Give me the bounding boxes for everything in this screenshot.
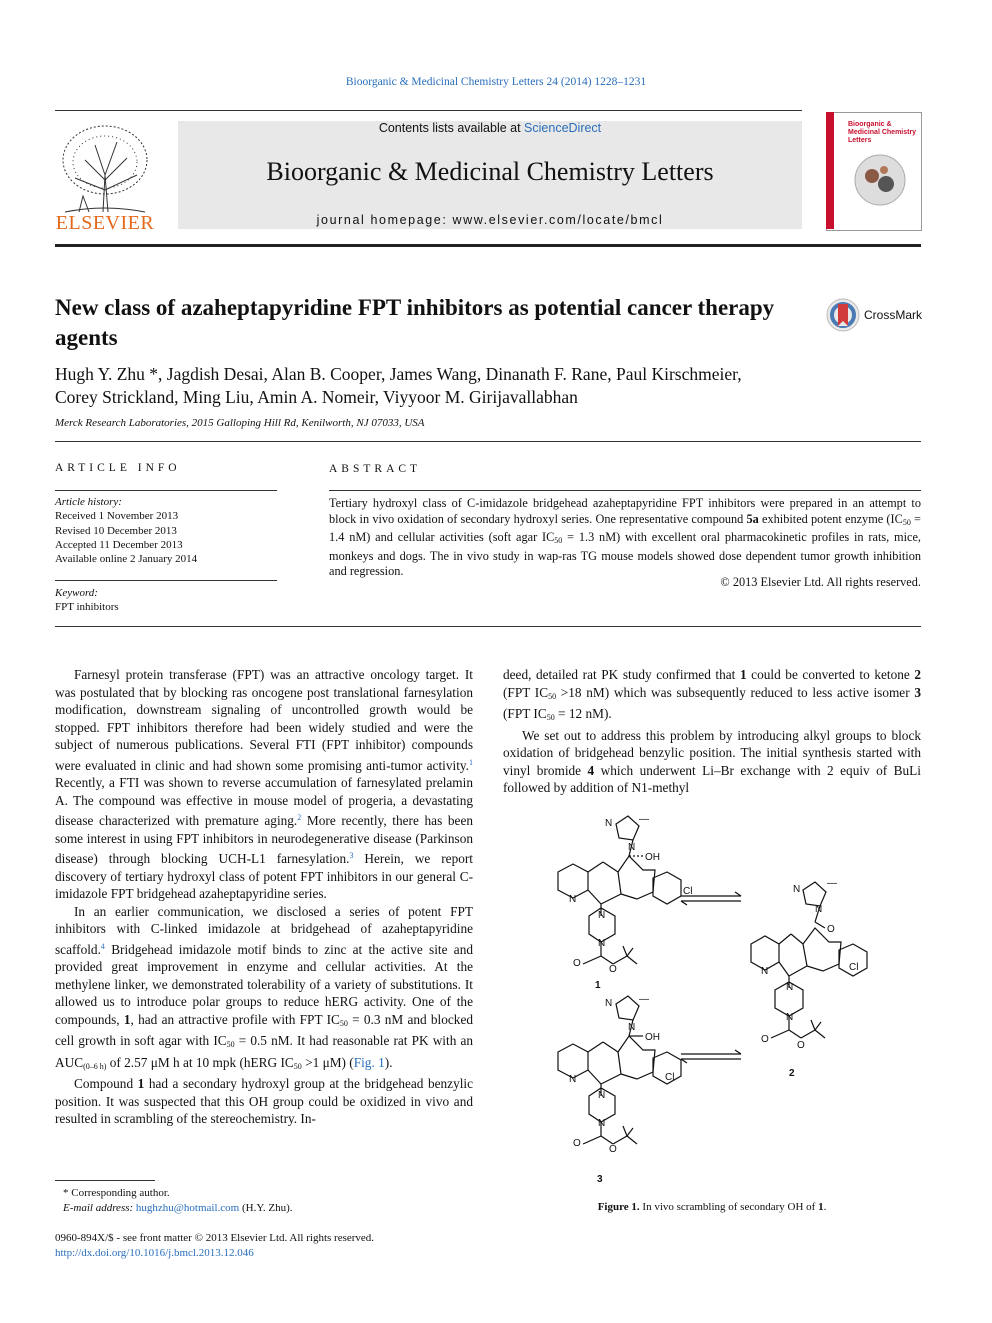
contents-prefix: Contents lists available at (378, 121, 525, 135)
svg-text:O: O (761, 1034, 769, 1045)
compound-label-1: 1 (595, 980, 601, 991)
svg-text:OH: OH (645, 852, 660, 863)
affiliation: Merck Research Laboratories, 2015 Galloping Hill Rd, Kenilworth, NJ 07033, USA (55, 417, 425, 429)
header-thick-rule (55, 244, 921, 247)
article-info-rule (55, 490, 277, 491)
reference-4[interactable]: 4 (100, 941, 105, 951)
abstract-rule (329, 490, 921, 491)
svg-text:N: N (605, 818, 613, 829)
caption-label: Figure 1. (597, 1201, 640, 1213)
paragraph-approach: We set out to address this problem by introducing alkyl groups to block oxidation of bridgehead benzylic position. The initial synthesis started with vinyl bromide 4 which underwent Li–Br exchange with 2 equiv of BuLi followed by addition of N1-methyl (503, 727, 921, 795)
header-rule (55, 110, 802, 111)
reference-2[interactable]: 2 (297, 813, 302, 822)
article-history (55, 495, 277, 566)
svg-text:N: N (815, 904, 823, 915)
cover-title: Bioorganic & Medicinal Chemistry Letters (848, 121, 917, 144)
history-accepted: Accepted 11 December 2013 (55, 538, 183, 551)
article-title: New class of azaheptapyridine FPT inhibitors as potential cancer therapy agents (55, 295, 775, 350)
compound-label-3: 3 (597, 1174, 603, 1185)
authors-line-2: Corey Strickland, Ming Liu, Amin A. Nomeir, Viyyoor M. Girijavallabhan (55, 387, 578, 407)
crossmark-icon[interactable] (826, 298, 860, 332)
svg-text:Cl: Cl (665, 1072, 675, 1083)
svg-text:N: N (786, 1012, 794, 1023)
figure-1-scheme (503, 804, 921, 1189)
svg-text:N: N (786, 982, 794, 993)
figure-1-caption: Figure 1. In vivo scrambling of secondary OH of 1. (597, 1201, 827, 1213)
affiliation-rule (55, 441, 921, 442)
svg-text:N: N (598, 1118, 606, 1129)
structure-compound-1 (558, 816, 681, 964)
journal-title: Bioorganic & Medicinal Chemistry Letters (266, 157, 714, 186)
email-label: E-mail address: (63, 1202, 136, 1214)
corresponding-author: * Corresponding author. (63, 1187, 170, 1199)
reference-1[interactable]: 1 (469, 757, 473, 767)
svg-text:O: O (609, 964, 617, 975)
svg-text:N: N (598, 1090, 606, 1101)
reference-3[interactable]: 3 (349, 851, 354, 860)
author-list (55, 363, 935, 409)
contents-line (178, 121, 802, 135)
history-online: Available online 2 January 2014 (55, 553, 198, 566)
keyword-item: FPT inhibitors (55, 601, 119, 614)
journal-homepage[interactable]: journal homepage: www.elsevier.com/locate/bmcl (316, 213, 664, 227)
issn-block (55, 1231, 475, 1260)
svg-text:N: N (628, 1022, 636, 1033)
abstract-heading: ABSTRACT (329, 463, 422, 475)
svg-text:Cl: Cl (849, 962, 859, 973)
email-line (55, 1201, 475, 1216)
paragraph-compound-1: Compound 1 had a secondary hydroxyl group at the bridgehead benzylic position. It was suspected that this OH group could be oxidized in vivo and resulted in scrambling of the stereochemistry. In- (55, 1076, 474, 1126)
email-suffix: (H.Y. Zhu). (239, 1202, 293, 1214)
keywords (55, 586, 277, 615)
keyword-rule (55, 580, 277, 581)
keyword-label: Keyword: (55, 587, 98, 599)
abstract-text: Tertiary hydroxyl class of C-imidazole bridgehead azaheptapyridine FPT inhibitors were prepared in an attempt to block in vivo oxidation of secondary hydroxyl series. One representative compound 5a exhibited potent enzyme ($IC_{50} = 1.4$ nM) and cellular activities (soft agar $IC_{50} = 1.3$ nM) with excellent oral pharmacokinetic profiles in rats, mice, monkeys and dogs. The in vivo study in wap-ras TG mouse models showed dose dependent tumor growth inhibition and regression. (329, 496, 922, 578)
cover-accent-bar (826, 112, 834, 229)
paragraph-prior-work: In an earlier communication, we disclosed a series of potent FPT inhibitors with C-linked imidazole at bridgehead of azaheptapyridine scaffold.$^4$ Bridgehead imidazole motif binds to zinc at the active site and provided great improvement in enzyme and cellular activities. At the methylene linker, we demonstrated tolerability of a variety of substitutions. It allowed us to introduce polar groups to reduce hERG activity. One of the compounds, 1, had an attractive profile with FPT $IC_{50} = 0.3$ nM and blocked cell growth in soft agar with $IC_{50} = 0.5$ nM. It had reasonable rat PK with an $AUC_{(0-6 h)}$ of 2.57 μM h at 10 mpk (hERG $IC_{50} >1$ μM) (Fig. 1). (55, 903, 473, 1071)
caption-compound: 1 (818, 1201, 824, 1213)
svg-text:N: N (569, 894, 577, 905)
svg-text:Cl: Cl (683, 886, 693, 897)
svg-text:O: O (609, 1144, 617, 1155)
email-link[interactable]: hughzhu@hotmail.com (135, 1202, 240, 1214)
sciencedirect-link[interactable]: ScienceDirect (524, 121, 602, 135)
issn-line: 0960-894X/$ - see front matter © 2013 Elsevier Ltd. All rights reserved. (55, 1232, 375, 1244)
crossmark-label[interactable]: CrossMark (864, 308, 923, 322)
svg-text:—: — (639, 994, 649, 1005)
caption-text: In vivo scrambling of secondary OH of (639, 1201, 819, 1213)
body-right-column (503, 666, 921, 797)
journal-citation[interactable] (0, 76, 992, 88)
doi-link[interactable]: http://dx.doi.org/10.1016/j.bmcl.2013.12.046 (55, 1246, 254, 1259)
footnote-rule (55, 1180, 155, 1181)
paragraph-intro: Farnesyl protein transferase (FPT) was an attractive oncology target. It was postulated that by blocking ras oncogene post translational farnesylation modification, downstream signaling of uncontrolled growth would be stopped. FPT inhibitors therefore had been widely studied and were the subject of numerous publications. Several FTI (FPT inhibitor) compounds were evaluated in clinic and had shown some promising anti-tumor activity.$^1$ Recently, a FTI was shown to reverse accumulation of farnesylated prelamin A. The compound was effective in mouse model of progeria, a devastating disease characterized with premature aging.$^2$ More recently, there has been some interest in using FPT inhibitors in neurodegenerative disease (Parkinson disease) through blocking UCH-L1 farnesylation.$^3$ Herein, we report discovery of tertiary hydroxyl class of potent FPT inhibitors in our general C-imidazole FPT bridgehead azaheptapyridine series. (55, 667, 473, 901)
svg-text:N: N (598, 910, 606, 921)
svg-text:O: O (797, 1040, 805, 1051)
svg-text:N: N (628, 842, 636, 853)
svg-text:OH: OH (645, 1032, 660, 1043)
svg-text:N: N (761, 966, 769, 977)
svg-text:O: O (573, 958, 581, 969)
cover-graphic (850, 150, 910, 210)
svg-text:N: N (605, 998, 613, 1009)
elsevier-wordmark: ELSEVIER (55, 212, 155, 234)
svg-text:—: — (639, 814, 649, 825)
abstract-bottom-rule (55, 626, 921, 627)
structure-compound-3 (558, 996, 681, 1144)
history-revised: Revised 10 December 2013 (55, 524, 177, 537)
paragraph-continued: deed, detailed rat PK study confirmed that 1 could be converted to ketone 2 (FPT $IC_{50} >18$ nM) which was subsequently reduced to less active isomer 3 (FPT $IC_{50} = 12$ nM). (503, 667, 922, 722)
body-left-column (55, 666, 473, 1128)
svg-text:N: N (569, 1074, 577, 1085)
authors-line-1: Hugh Y. Zhu *, Jagdish Desai, Alan B. Cooper, James Wang, Dinanath F. Rane, Paul Kirschmeier, (55, 364, 742, 384)
compound-label-2: 2 (789, 1068, 795, 1079)
svg-text:O: O (573, 1138, 581, 1149)
svg-text:N: N (793, 884, 801, 895)
footnotes (55, 1186, 475, 1216)
structure-compound-2 (751, 882, 867, 1038)
svg-text:N: N (598, 938, 606, 949)
history-received: Received 1 November 2013 (55, 510, 179, 523)
svg-text:—: — (827, 878, 837, 889)
history-label: Article history: (55, 496, 122, 508)
journal-citation-link[interactable]: Bioorganic & Medicinal Chemistry Letters 24 (2014) 1228–1231 (345, 76, 647, 88)
figure-1-link[interactable]: Fig. 1 (353, 1054, 385, 1070)
svg-text:O: O (827, 924, 835, 935)
abstract-copyright: © 2013 Elsevier Ltd. All rights reserved. (720, 575, 921, 589)
article-info-heading: ARTICLE INFO (55, 462, 181, 474)
